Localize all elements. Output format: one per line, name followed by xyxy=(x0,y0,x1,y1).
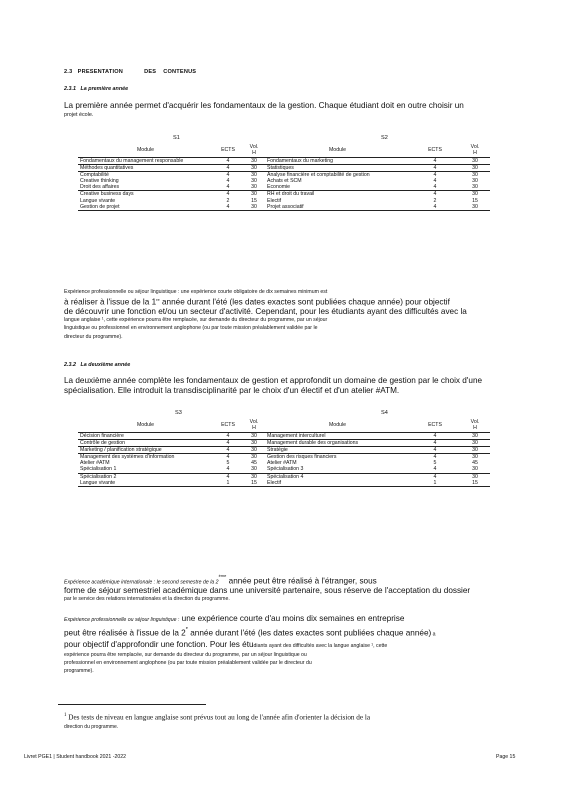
volume-cell: 30 xyxy=(243,454,265,461)
ects-cell: 4 xyxy=(410,204,460,211)
module-cell: Management interculturel xyxy=(267,433,326,439)
intro-paragraph-2: La deuxième année complète les fondamentaux de gestion et approfondit un domaine de gestion par le choix d'une spécialisation. Elle introduit la transdisciplinarité par le choix d'un électif et d'un atelier #ATM. xyxy=(64,376,483,395)
module-cell: Projet associatif xyxy=(265,204,410,211)
experience-paragraph-3: Expérience professionnelle ou séjour linguistique : une expérience courte d'au moins dix semaines en entreprise peut être réalisée à l'issue de la 2e année durant l'été (les dates exactes sont publiées chaque année) a pour objectif d'approfondir une fonction. Pour les étudiants ayant des difficultés avec la langue anglaise ¹, cette expérience pourra être remplacée, sur demande du directeur du programme, par un séjour linguistique ou professionnel en environnement anglophone (ou par toute mission préalablement validée par le directeur du programme). xyxy=(64,614,436,675)
module-cell: Achats et SCM xyxy=(267,178,302,185)
volume-cell: 15 xyxy=(460,480,490,487)
module-cell: Atelier #ATM xyxy=(80,460,110,467)
column-header-volume: Vol. H xyxy=(243,143,265,158)
module-cell: Analyse financière et comptabilité de gestion xyxy=(265,172,410,179)
volume-cell: 15 xyxy=(251,197,257,204)
table-row xyxy=(78,473,490,480)
ects-cell: 5 xyxy=(433,460,437,467)
ects-cell: 4 xyxy=(213,172,243,179)
column-header-ects: ECTS xyxy=(213,143,243,158)
table-row xyxy=(78,440,490,447)
ects-cell: 4 xyxy=(226,178,230,185)
ects-cell: 4 xyxy=(226,433,230,439)
table-row xyxy=(78,433,490,440)
table-header-row xyxy=(78,143,490,158)
module-cell: Stratégie xyxy=(265,447,410,454)
ects-cell: 5 xyxy=(226,460,230,467)
volume-cell: 30 xyxy=(243,440,265,447)
module-cell: Marketing / planification stratégique xyxy=(78,447,213,454)
ects-cell: 4 xyxy=(213,204,243,211)
ects-cell: 4 xyxy=(213,191,243,198)
ects-cell: 4 xyxy=(410,454,460,461)
module-cell: Electif xyxy=(267,197,282,204)
column-header-module: Module xyxy=(78,418,213,433)
volume-cell: 15 xyxy=(243,480,265,487)
experience-paragraph-2: Expérience académique internationale : le second semestre de la 2ème année peut être réalisé à l'étranger, sous forme de séjour semestriel académique dans une université partenaire, sous réserve de l'acceptation du dossier par le service des relations internationales et la direction du programme. xyxy=(64,573,471,603)
module-cell: Langue vivante xyxy=(78,480,213,487)
footer-page-number: Page 15 xyxy=(496,754,516,760)
table-row xyxy=(78,480,490,487)
intro-paragraph-1: La première année permet d'acquérir les fondamentaux de la gestion. Chaque étudiant doit en outre choisir un projet école. xyxy=(64,101,464,118)
table-row xyxy=(78,466,490,473)
column-header-volume: Vol. H xyxy=(243,418,265,433)
curriculum-table-year2 xyxy=(78,418,490,487)
table-row xyxy=(78,191,490,198)
volume-cell: 30 xyxy=(472,466,478,473)
module-cell: Spécialisation 2 xyxy=(78,473,213,480)
curriculum-table-year1 xyxy=(78,143,490,211)
column-header-module: Module xyxy=(265,143,410,158)
volume-cell: 30 xyxy=(243,447,265,454)
volume-cell: 30 xyxy=(251,466,257,473)
table-row xyxy=(78,447,490,454)
volume-cell: 30 xyxy=(243,204,265,211)
module-cell: Fondamentaux du marketing xyxy=(267,158,334,164)
volume-cell: 30 xyxy=(251,178,257,185)
ects-cell: 4 xyxy=(433,466,437,473)
ects-cell: 4 xyxy=(410,191,460,198)
volume-cell: 30 xyxy=(460,447,490,454)
module-cell: Langue vivante xyxy=(80,197,116,204)
table-row xyxy=(78,158,490,165)
volume-cell: 45 xyxy=(251,460,257,467)
ects-cell: 4 xyxy=(213,473,243,480)
ects-cell: 4 xyxy=(213,165,243,172)
module-cell: Management des systèmes d'information xyxy=(78,454,213,461)
volume-cell: 30 xyxy=(460,191,490,198)
volume-cell: 30 xyxy=(243,473,265,480)
volume-cell: 30 xyxy=(472,184,478,191)
volume-cell: 30 xyxy=(472,433,478,439)
table-header-row xyxy=(78,418,490,433)
module-cell: Comptabilité xyxy=(78,172,213,179)
ects-cell: 1 xyxy=(213,480,243,487)
column-header-volume: Vol. H xyxy=(460,418,490,433)
module-cell: Management durable des organisations xyxy=(265,440,410,447)
volume-cell: 30 xyxy=(472,158,478,164)
ects-cell: 4 xyxy=(226,184,230,191)
ects-cell: 4 xyxy=(213,454,243,461)
ects-cell: 4 xyxy=(410,165,460,172)
ects-cell: 2 xyxy=(433,197,437,204)
column-header-ects: ECTS xyxy=(410,143,460,158)
volume-cell: 30 xyxy=(460,440,490,447)
subsection-heading-2: 2.3.2 La deuxième année xyxy=(64,362,131,368)
module-cell: Economie xyxy=(267,184,291,191)
footnote: $^1$ Des tests de niveau en langue anglaise sont prévus tout au long de l'année afin d'orienter la décision de la direction du programme. xyxy=(64,713,371,731)
table-row xyxy=(78,454,490,461)
module-cell: Creative thinking xyxy=(80,178,119,185)
ects-cell: 4 xyxy=(226,466,230,473)
module-cell: Creative business days xyxy=(78,191,213,198)
ects-cell: 4 xyxy=(433,433,437,439)
volume-cell: 30 xyxy=(460,473,490,480)
ects-cell: 4 xyxy=(410,440,460,447)
module-cell: Electif xyxy=(265,480,410,487)
module-cell: Contrôle de gestion xyxy=(78,440,213,447)
table-row xyxy=(78,204,490,211)
table-row xyxy=(78,172,490,179)
module-cell: Droit des affaires xyxy=(80,184,120,191)
module-cell: Spécialisation 3 xyxy=(267,466,304,473)
table-row xyxy=(78,165,490,172)
module-cell: Fondamentaux du management responsable xyxy=(80,158,184,164)
ects-cell: 4 xyxy=(226,158,230,164)
volume-cell: 30 xyxy=(243,172,265,179)
ects-cell: 4 xyxy=(433,178,437,185)
experience-paragraph-1: Expérience professionnelle ou séjour linguistique : une expérience courte obligatoire de dix semaines minimum est à réaliser à l'issue de la 1re année durant l'été (les dates exactes sont publiées chaque année) pour objectif de découvrir une fonction et/ou un secteur d'activité. Cependant, pour les étudiants ayant des difficultés avec la langue anglaise ¹, cette expérience pourra être remplacée, sur demande du directeur du programme, par un séjour linguistique ou professionnel en environnement anglophone (ou par toute mission préalablement validée par le directeur du programme). xyxy=(64,289,467,340)
module-cell: Gestion des risques financiers xyxy=(265,454,410,461)
ects-cell: 1 xyxy=(410,480,460,487)
volume-cell: 30 xyxy=(251,433,257,439)
module-cell: Atelier #ATM xyxy=(267,460,297,467)
module-cell: Décision financière xyxy=(80,433,124,439)
ects-cell: 4 xyxy=(213,440,243,447)
table-row xyxy=(78,184,490,191)
volume-cell: 30 xyxy=(243,165,265,172)
ects-cell: 4 xyxy=(433,184,437,191)
ects-cell: 4 xyxy=(410,473,460,480)
ects-cell: 4 xyxy=(410,447,460,454)
module-cell: Spécialisation 1 xyxy=(80,466,117,473)
column-header-module: Module xyxy=(265,418,410,433)
ects-cell: 2 xyxy=(226,197,230,204)
subsection-heading-1: 2.3.1 La première année xyxy=(64,86,129,92)
ects-cell: 4 xyxy=(433,158,437,164)
volume-cell: 30 xyxy=(251,184,257,191)
volume-cell: 30 xyxy=(460,204,490,211)
volume-cell: 30 xyxy=(472,178,478,185)
module-cell: Gestion de projet xyxy=(78,204,213,211)
volume-cell: 15 xyxy=(472,197,478,204)
semester-label-s3: S3 xyxy=(175,410,182,416)
volume-cell: 30 xyxy=(243,191,265,198)
column-header-volume: Vol. H xyxy=(460,143,490,158)
footnote-divider xyxy=(58,704,206,705)
semester-label-s4: S4 xyxy=(381,410,388,416)
module-cell: RH et droit du travail xyxy=(265,191,410,198)
ects-cell: 4 xyxy=(410,172,460,179)
volume-cell: 30 xyxy=(460,165,490,172)
volume-cell: 30 xyxy=(460,454,490,461)
section-heading: 2.3 PRESENTATION DES CONTENUS xyxy=(64,69,197,75)
ects-cell: 4 xyxy=(213,447,243,454)
column-header-ects: ECTS xyxy=(410,418,460,433)
module-cell: Statistiques xyxy=(265,165,410,172)
footer-left: Livret PGE1 | Student handbook 2021 -2022 xyxy=(24,754,126,760)
semester-label-s2: S2 xyxy=(381,135,388,141)
column-header-module: Module xyxy=(78,143,213,158)
volume-cell: 45 xyxy=(472,460,478,467)
module-cell: Spécialisation 4 xyxy=(265,473,410,480)
volume-cell: 30 xyxy=(251,158,257,164)
semester-label-s1: S1 xyxy=(173,135,180,141)
column-header-ects: ECTS xyxy=(213,418,243,433)
module-cell: Méthodes quantitatives xyxy=(78,165,213,172)
volume-cell: 30 xyxy=(460,172,490,179)
